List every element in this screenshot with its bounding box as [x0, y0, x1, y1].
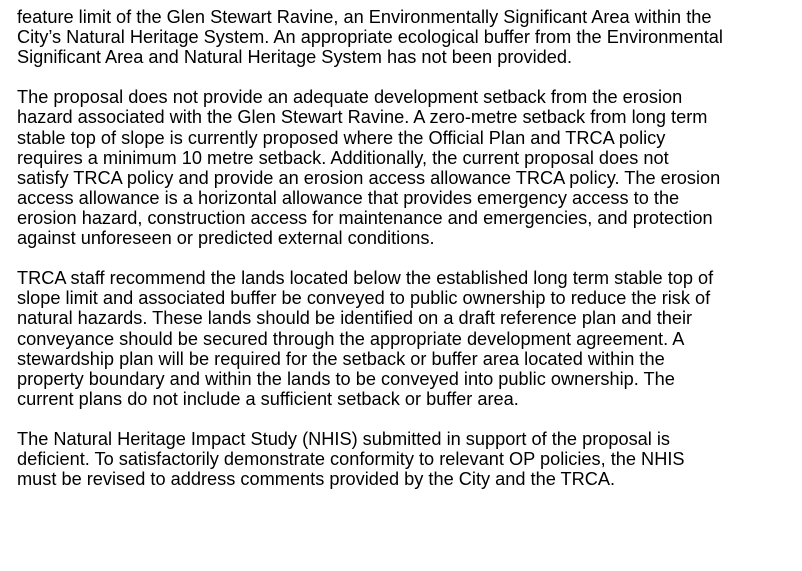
text-line: access allowance is a horizontal allowance that provides emergency access to the — [17, 187, 680, 208]
text-line: TRCA staff recommend the lands located below the established long term stable top of — [17, 268, 714, 289]
text-line: hazard associated with the Glen Stewart Ravine. A zero-metre setback from long term — [17, 107, 708, 128]
document-body — [17, 7, 797, 509]
paragraph-ravine-buffer — [17, 7, 797, 67]
paragraph-public-ownership — [17, 268, 797, 409]
text-line: City’s Natural Heritage System. An appropriate ecological buffer from the Environmental — [17, 27, 723, 48]
paragraph-erosion-setback — [17, 87, 797, 248]
text-line: natural hazards. These lands should be identified on a draft reference plan and their — [17, 308, 693, 329]
text-line: erosion hazard, construction access for maintenance and emergencies, and protection — [17, 207, 713, 228]
text-line: current plans do not include a sufficient setback or buffer area. — [17, 388, 519, 409]
text-line: slope limit and associated buffer be conveyed to public ownership to reduce the risk of — [17, 288, 711, 309]
paragraph-nhis — [17, 429, 797, 489]
text-line: requires a minimum 10 metre setback. Additionally, the current proposal does not — [17, 147, 669, 168]
text-line: stable top of slope is currently proposed where the Official Plan and TRCA policy — [17, 127, 666, 148]
text-line: stewardship plan will be required for the setback or buffer area located within the — [17, 348, 665, 369]
text-line: property boundary and within the lands to be conveyed into public ownership. The — [17, 368, 675, 389]
text-line: feature limit of the Glen Stewart Ravine, an Environmentally Significant Area within the — [17, 7, 712, 27]
text-line: must be revised to address comments provided by the City and the TRCA. — [17, 469, 616, 490]
text-line: The proposal does not provide an adequate development setback from the erosion — [17, 87, 683, 108]
text-line: The Natural Heritage Impact Study (NHIS) submitted in support of the proposal is — [17, 428, 671, 449]
text-line: against unforeseen or predicted external conditions. — [17, 228, 435, 249]
text-line: satisfy TRCA policy and provide an erosion access allowance TRCA policy. The erosion — [17, 167, 721, 188]
text-line: deficient. To satisfactorily demonstrate conformity to relevant OP policies, the NHIS — [17, 449, 685, 470]
text-line: conveyance should be secured through the appropriate development agreement. A — [17, 328, 685, 349]
text-line: Significant Area and Natural Heritage System has not been provided. — [17, 47, 573, 68]
